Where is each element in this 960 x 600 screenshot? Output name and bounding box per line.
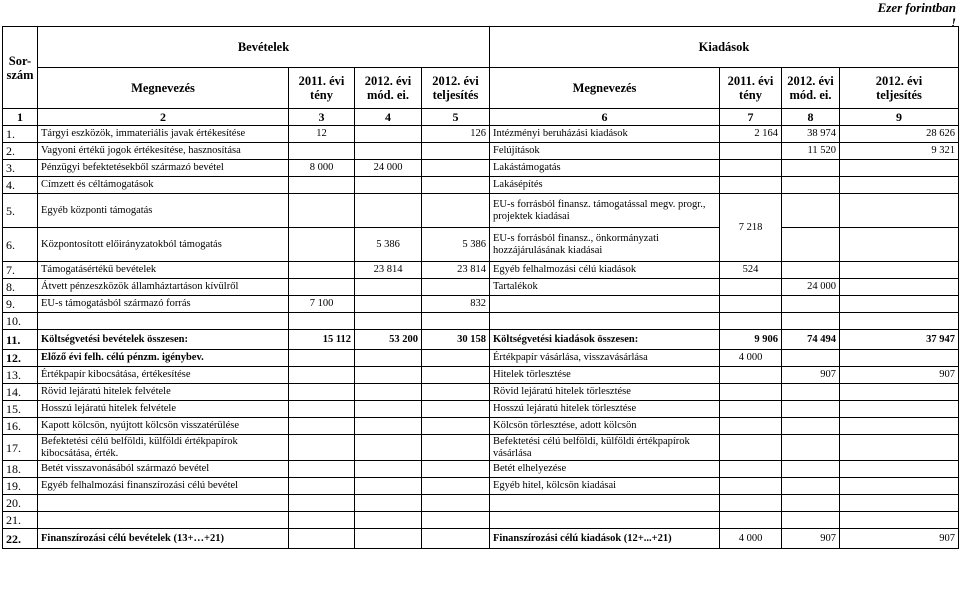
kia-total-2011: 9 906 [720, 330, 782, 350]
kia-2011 [720, 313, 782, 330]
bev-label: Támogatásértékű bevételek [38, 262, 289, 279]
kia-label: Hitelek törlesztése [490, 367, 720, 384]
kia-2012-mod [782, 228, 840, 262]
bev-2012-telj: 5 386 [422, 228, 490, 262]
bev-2012-telj [422, 478, 490, 495]
header-bevetelek: Bevételek [38, 27, 490, 68]
row-number: 11. [3, 330, 38, 350]
bev-2012-mod [355, 126, 422, 143]
bev-label: Vagyoni értékű jogok értékesítése, hasznosítása [38, 143, 289, 160]
kia-2012-mod [782, 435, 840, 461]
header-bev-2012-telj: 2012. évi teljesítés [422, 68, 490, 109]
bev-2012-telj [422, 367, 490, 384]
row-number: 2. [3, 143, 38, 160]
kia-total-label: Költségvetési kiadások összesen: [490, 330, 720, 350]
table-row [3, 384, 959, 401]
bev-2012-mod [355, 461, 422, 478]
colnum: 2 [38, 109, 289, 126]
bev-2012-telj [422, 194, 490, 228]
table-row [3, 461, 959, 478]
kia-2012-telj [840, 296, 959, 313]
table-row [3, 367, 959, 384]
table-row [3, 401, 959, 418]
bev-label: Betét visszavonásából származó bevétel [38, 461, 289, 478]
bev-label: Egyéb központi támogatás [38, 194, 289, 228]
kia-2012-mod [782, 313, 840, 330]
kia-2012-telj [840, 418, 959, 435]
kia-2011 [720, 401, 782, 418]
bev-2011: 12 [289, 126, 355, 143]
bev-2012-mod [355, 401, 422, 418]
row-number: 14. [3, 384, 38, 401]
kia-label [490, 313, 720, 330]
kia-label: Lakástámogatás [490, 160, 720, 177]
bev-label [38, 512, 289, 529]
table-row [3, 143, 959, 160]
bev-2012-mod: 24 000 [355, 160, 422, 177]
bev-label: Tárgyi eszközök, immateriális javak értékesítése [38, 126, 289, 143]
bev-2011: 7 100 [289, 296, 355, 313]
bev-label: Befektetési célú belföldi, külföldi értékpapírok kibocsátása, érték. [38, 435, 289, 461]
kia-2011 [720, 279, 782, 296]
bev-2012-telj [422, 461, 490, 478]
bev-2012-telj [422, 401, 490, 418]
table-row [3, 279, 959, 296]
bev-2012-mod [355, 143, 422, 160]
kia-label: Egyéb hitel, kölcsön kiadásai [490, 478, 720, 495]
colnum: 5 [422, 109, 490, 126]
kia-2011 [720, 143, 782, 160]
table-row [3, 478, 959, 495]
kia-2012-telj: 9 321 [840, 143, 959, 160]
bev-2011 [289, 435, 355, 461]
colnum: 3 [289, 109, 355, 126]
bev-2012-mod [355, 495, 422, 512]
kia-total-2012-telj: 907 [840, 529, 959, 549]
kia-2012-mod [782, 384, 840, 401]
bev-2011 [289, 228, 355, 262]
kia-2012-telj [840, 313, 959, 330]
table-row [3, 435, 959, 461]
bev-2011 [289, 194, 355, 228]
kia-2011 [720, 512, 782, 529]
bev-label [38, 495, 289, 512]
kia-2012-mod: 907 [782, 367, 840, 384]
header-kia-megnevezes: Megnevezés [490, 68, 720, 109]
table-row [3, 418, 959, 435]
bev-total-2012-mod: 53 200 [355, 330, 422, 350]
kia-2012-telj [840, 495, 959, 512]
kia-2012-telj: 907 [840, 367, 959, 384]
bev-2012-telj [422, 313, 490, 330]
row-number: 3. [3, 160, 38, 177]
colnum: 7 [720, 109, 782, 126]
kia-2011 [720, 418, 782, 435]
bev-2012-mod [355, 279, 422, 296]
bev-label: EU-s támogatásból származó forrás [38, 296, 289, 313]
bev-2011 [289, 367, 355, 384]
row-number: 17. [3, 435, 38, 461]
kia-2011 [720, 367, 782, 384]
bev-label: Előző évi felh. célú pénzm. igénybev. [38, 350, 289, 367]
kia-label [490, 296, 720, 313]
kia-2012-mod: 11 520 [782, 143, 840, 160]
row-number: 15. [3, 401, 38, 418]
kia-label: Tartalékok [490, 279, 720, 296]
kia-2012-telj [840, 478, 959, 495]
bev-2012-mod [355, 194, 422, 228]
header-bev-megnevezes: Megnevezés [38, 68, 289, 109]
bev-2011 [289, 279, 355, 296]
kia-label: Befektetési célú belföldi, külföldi értékpapírok vásárlása [490, 435, 720, 461]
kia-2012-telj [840, 194, 959, 228]
bev-label: Központosított előirányzatokból támogatás [38, 228, 289, 262]
kia-2011 [720, 478, 782, 495]
kia-2011 [720, 384, 782, 401]
bev-label: Egyéb felhalmozási finanszírozási célú bevétel [38, 478, 289, 495]
kia-2011 [720, 495, 782, 512]
bev-2012-telj [422, 143, 490, 160]
bev-total-2012-mod [355, 529, 422, 549]
kia-2012-mod [782, 160, 840, 177]
bev-2011 [289, 418, 355, 435]
row-number: 12. [3, 350, 38, 367]
kia-label: Értékpapír vásárlása, visszavásárlása [490, 350, 720, 367]
kia-2012-telj [840, 160, 959, 177]
bev-2012-mod [355, 296, 422, 313]
bev-2012-telj [422, 350, 490, 367]
row-number: 6. [3, 228, 38, 262]
kia-2012-telj: 28 626 [840, 126, 959, 143]
row-number: 13. [3, 367, 38, 384]
table-row [3, 512, 959, 529]
row-number: 9. [3, 296, 38, 313]
bev-label: Rövid lejáratú hitelek felvétele [38, 384, 289, 401]
bev-2012-mod [355, 478, 422, 495]
bev-2012-telj [422, 177, 490, 194]
kia-2011 [720, 435, 782, 461]
bev-2011 [289, 401, 355, 418]
kia-2012-telj [840, 228, 959, 262]
table-row [3, 126, 959, 143]
kia-2012-mod [782, 418, 840, 435]
kia-2012-telj [840, 262, 959, 279]
kia-label [490, 512, 720, 529]
header-kia-2012-telj: 2012. évi teljesítés [840, 68, 959, 109]
colnum: 9 [840, 109, 959, 126]
bev-total-2011: 15 112 [289, 330, 355, 350]
kia-2011: 4 000 [720, 350, 782, 367]
bev-total-label: Költségvetési bevételek összesen: [38, 330, 289, 350]
bev-2011 [289, 262, 355, 279]
kia-label: Egyéb felhalmozási célú kiadások [490, 262, 720, 279]
bev-total-2012-telj: 30 158 [422, 330, 490, 350]
header-kia-2011: 2011. évi tény [720, 68, 782, 109]
bev-total-2012-telj [422, 529, 490, 549]
kia-2011 [720, 160, 782, 177]
kia-2012-telj [840, 461, 959, 478]
unit-note: Ezer forintban ! [877, 0, 956, 30]
kia-2011: 524 [720, 262, 782, 279]
kia-2012-telj [840, 384, 959, 401]
header-sorszam: Sor- szám [3, 27, 38, 109]
bev-2012-mod [355, 350, 422, 367]
bev-label: Értékpapír kibocsátása, értékesítése [38, 367, 289, 384]
bev-2012-mod [355, 435, 422, 461]
bev-2012-telj [422, 495, 490, 512]
budget-table [2, 26, 959, 549]
bev-2011 [289, 313, 355, 330]
bev-2012-mod [355, 177, 422, 194]
kia-label: Lakásépítés [490, 177, 720, 194]
table-row [3, 495, 959, 512]
bev-2011 [289, 478, 355, 495]
row-number: 16. [3, 418, 38, 435]
kia-2012-telj [840, 350, 959, 367]
bev-2012-telj: 23 814 [422, 262, 490, 279]
bev-2012-mod [355, 367, 422, 384]
row-number: 20. [3, 495, 38, 512]
total-row [3, 330, 959, 350]
kia-label: Felújítások [490, 143, 720, 160]
colnum: 6 [490, 109, 720, 126]
kia-2012-telj [840, 177, 959, 194]
bev-2011 [289, 143, 355, 160]
colnum: 4 [355, 109, 422, 126]
bev-label: Kapott kölcsön, nyújtott kölcsön visszatérülése [38, 418, 289, 435]
kia-label [490, 495, 720, 512]
kia-2012-mod [782, 512, 840, 529]
kia-2012-mod [782, 296, 840, 313]
row-number: 19. [3, 478, 38, 495]
kia-2012-mod [782, 177, 840, 194]
colnum: 1 [3, 109, 38, 126]
bev-2011 [289, 512, 355, 529]
row-number: 4. [3, 177, 38, 194]
kia-2012-mod [782, 194, 840, 228]
bev-label [38, 313, 289, 330]
bev-2012-telj [422, 384, 490, 401]
table-row [3, 160, 959, 177]
total-row [3, 529, 959, 549]
table-row [3, 194, 959, 228]
kia-2012-mod [782, 350, 840, 367]
row-number: 1. [3, 126, 38, 143]
bev-2012-telj [422, 160, 490, 177]
table-row [3, 313, 959, 330]
kia-2012-telj [840, 512, 959, 529]
row-number: 18. [3, 461, 38, 478]
kia-label: Kölcsön törlesztése, adott kölcsön [490, 418, 720, 435]
kia-2011 [720, 461, 782, 478]
bev-label: Címzett és céltámogatások [38, 177, 289, 194]
bev-2012-mod [355, 384, 422, 401]
header-bev-2012-mod: 2012. évi mód. ei. [355, 68, 422, 109]
bev-2012-mod: 23 814 [355, 262, 422, 279]
bev-label: Hosszú lejáratú hitelek felvétele [38, 401, 289, 418]
bev-2012-mod [355, 512, 422, 529]
kia-total-label: Finanszírozási célú kiadások (12+...+21) [490, 529, 720, 549]
kia-total-2011: 4 000 [720, 529, 782, 549]
kia-2011-merged: 7 218 [720, 194, 782, 262]
kia-2011: 2 164 [720, 126, 782, 143]
bev-2012-telj [422, 279, 490, 296]
kia-2012-telj [840, 401, 959, 418]
kia-label: Betét elhelyezése [490, 461, 720, 478]
bev-2012-mod [355, 313, 422, 330]
bev-2011 [289, 350, 355, 367]
kia-2011 [720, 296, 782, 313]
kia-2012-telj [840, 435, 959, 461]
kia-label: EU-s forrásból finansz., önkormányzati hozzájárulásának kiadásai [490, 228, 720, 262]
row-number: 22. [3, 529, 38, 549]
colnum: 8 [782, 109, 840, 126]
bev-label: Átvett pénzeszközök államháztartáson kívülről [38, 279, 289, 296]
bev-2012-telj [422, 435, 490, 461]
header-kiadasok: Kiadások [490, 27, 959, 68]
table-row [3, 262, 959, 279]
bev-2011 [289, 495, 355, 512]
bev-2012-mod [355, 418, 422, 435]
header-kia-2012-mod: 2012. évi mód. ei. [782, 68, 840, 109]
header-bev-2011: 2011. évi tény [289, 68, 355, 109]
kia-total-2012-telj: 37 947 [840, 330, 959, 350]
kia-2012-mod: 24 000 [782, 279, 840, 296]
table-row [3, 296, 959, 313]
row-number: 10. [3, 313, 38, 330]
bev-label: Pénzügyi befektetésekből származó bevétel [38, 160, 289, 177]
kia-2012-telj [840, 279, 959, 296]
bev-2011 [289, 461, 355, 478]
kia-2012-mod: 38 974 [782, 126, 840, 143]
row-number: 8. [3, 279, 38, 296]
row-number: 7. [3, 262, 38, 279]
row-number: 5. [3, 194, 38, 228]
table-row [3, 228, 959, 262]
kia-2012-mod [782, 478, 840, 495]
kia-2011 [720, 177, 782, 194]
bev-2012-mod: 5 386 [355, 228, 422, 262]
bev-2012-telj: 832 [422, 296, 490, 313]
bev-2011: 8 000 [289, 160, 355, 177]
kia-label: Hosszú lejáratú hitelek törlesztése [490, 401, 720, 418]
table-row [3, 177, 959, 194]
kia-2012-mod [782, 461, 840, 478]
kia-2012-mod [782, 262, 840, 279]
bev-2012-telj: 126 [422, 126, 490, 143]
kia-total-2012-mod: 74 494 [782, 330, 840, 350]
kia-total-2012-mod: 907 [782, 529, 840, 549]
bev-2012-telj [422, 512, 490, 529]
bev-total-2011 [289, 529, 355, 549]
row-number: 21. [3, 512, 38, 529]
kia-2012-mod [782, 495, 840, 512]
bev-2011 [289, 384, 355, 401]
bev-2012-telj [422, 418, 490, 435]
kia-label: Intézményi beruházási kiadások [490, 126, 720, 143]
kia-2012-mod [782, 401, 840, 418]
table-row [3, 350, 959, 367]
kia-label: EU-s forrásból finansz. támogatással megv. progr., projektek kiadásai [490, 194, 720, 228]
bev-2011 [289, 177, 355, 194]
bev-total-label: Finanszírozási célú bevételek (13+…+21) [38, 529, 289, 549]
kia-label: Rövid lejáratú hitelek törlesztése [490, 384, 720, 401]
